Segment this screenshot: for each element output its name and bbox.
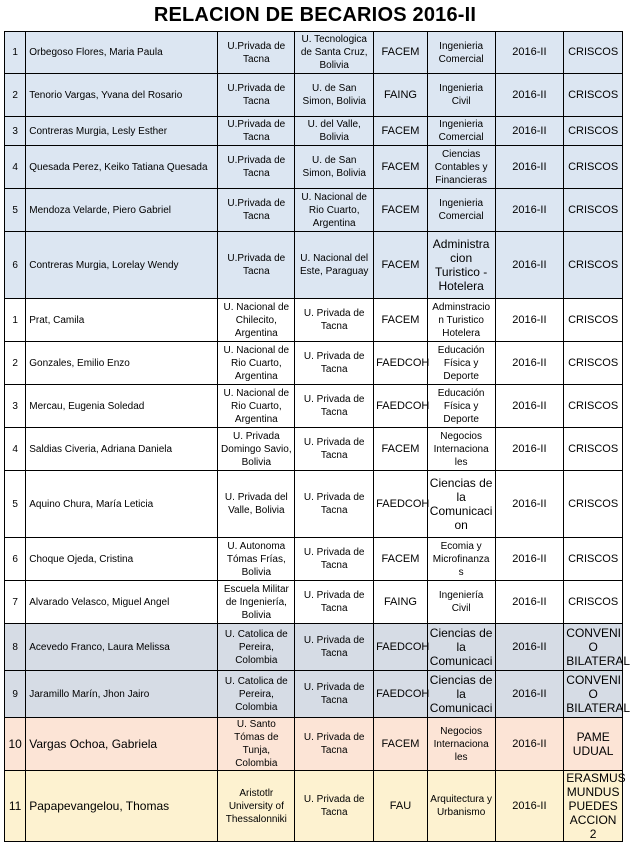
- row-number-cell: 3: [5, 385, 26, 428]
- program-cell: CRISCOS: [564, 538, 623, 581]
- origin-university-cell: U. Nacional de Chilecito, Argentina: [218, 299, 295, 342]
- destination-university-cell: U. del Valle, Bolivia: [295, 117, 374, 146]
- origin-university-cell: U. Privada Domingo Savio, Bolivia: [218, 428, 295, 471]
- career-cell: Ingenieria Comercial: [427, 32, 495, 74]
- table-row: [5, 671, 623, 718]
- program-cell: CRISCOS: [564, 189, 623, 232]
- row-number-cell: 4: [5, 146, 26, 189]
- scholar-name-cell: Acevedo Franco, Laura Melissa: [26, 624, 218, 671]
- destination-university-cell: U. Privada de Tacna: [295, 538, 374, 581]
- origin-university-cell: U.Privada de Tacna: [218, 32, 295, 74]
- scholar-name-cell: Aquino Chura, María Leticia: [26, 471, 218, 538]
- origin-university-cell: U.Privada de Tacna: [218, 146, 295, 189]
- period-cell: 2016-II: [495, 624, 564, 671]
- origin-university-cell: U. Santo Tómas de Tunja, Colombia: [218, 718, 295, 771]
- career-cell: Ingenieria Comercial: [427, 189, 495, 232]
- destination-university-cell: U. Privada de Tacna: [295, 342, 374, 385]
- scholar-name-cell: Saldias Civeria, Adriana Daniela: [26, 428, 218, 471]
- program-cell: CRISCOS: [564, 117, 623, 146]
- page-title: RELACION DE BECARIOS 2016-II: [153, 4, 477, 26]
- table-row: [5, 771, 623, 842]
- period-cell: 2016-II: [495, 342, 564, 385]
- faculty-cell: FAEDCOH: [374, 471, 428, 538]
- scholar-name-cell: Mendoza Velarde, Piero Gabriel: [26, 189, 218, 232]
- scholar-name-cell: Alvarado Velasco, Miguel Angel: [26, 581, 218, 624]
- period-cell: 2016-II: [495, 232, 564, 299]
- faculty-cell: FACEM: [374, 538, 428, 581]
- period-cell: 2016-II: [495, 671, 564, 718]
- destination-university-cell: U. Privada de Tacna: [295, 471, 374, 538]
- scholar-name-cell: Papapevangelou, Thomas: [26, 771, 218, 842]
- row-number-cell: 5: [5, 189, 26, 232]
- row-number-cell: 5: [5, 471, 26, 538]
- period-cell: 2016-II: [495, 581, 564, 624]
- program-cell: CRISCOS: [564, 32, 623, 74]
- program-cell: CRISCOS: [564, 581, 623, 624]
- career-cell: Educación Física y Deporte: [427, 342, 495, 385]
- faculty-cell: FACEM: [374, 117, 428, 146]
- period-cell: 2016-II: [495, 74, 564, 117]
- row-number-cell: 2: [5, 74, 26, 117]
- period-cell: 2016-II: [495, 771, 564, 842]
- table-row: [5, 32, 623, 74]
- scholar-name-cell: Orbegoso Flores, Maria Paula: [26, 32, 218, 74]
- scholar-name-cell: Tenorio Vargas, Yvana del Rosario: [26, 74, 218, 117]
- career-cell: Ecomia y Microfinanza s: [427, 538, 495, 581]
- destination-university-cell: U. Privada de Tacna: [295, 771, 374, 842]
- scholar-name-cell: Contreras Murgia, Lorelay Wendy: [26, 232, 218, 299]
- origin-university-cell: U. Nacional de Rio Cuarto, Argentina: [218, 385, 295, 428]
- faculty-cell: FAEDCOH: [374, 342, 428, 385]
- faculty-cell: FACEM: [374, 32, 428, 74]
- row-number-cell: 8: [5, 624, 26, 671]
- scholar-name-cell: Choque Ojeda, Cristina: [26, 538, 218, 581]
- period-cell: 2016-II: [495, 718, 564, 771]
- table-row: [5, 538, 623, 581]
- faculty-cell: FACEM: [374, 428, 428, 471]
- program-cell: CRISCOS: [564, 299, 623, 342]
- period-cell: 2016-II: [495, 538, 564, 581]
- table-row: [5, 471, 623, 538]
- program-cell: CONVENI O BILATERAL: [564, 671, 623, 718]
- origin-university-cell: U.Privada de Tacna: [218, 232, 295, 299]
- career-cell: Negocios Internaciona les: [427, 718, 495, 771]
- faculty-cell: FACEM: [374, 718, 428, 771]
- destination-university-cell: U. Nacional de Rio Cuarto, Argentina: [295, 189, 374, 232]
- program-cell: CONVENI O BILATERAL: [564, 624, 623, 671]
- table-row: [5, 342, 623, 385]
- career-cell: Arquitectura y Urbanismo: [427, 771, 495, 842]
- destination-university-cell: U. Privada de Tacna: [295, 624, 374, 671]
- table-row: [5, 299, 623, 342]
- career-cell: Ciencias Contables y Financieras: [427, 146, 495, 189]
- origin-university-cell: U.Privada de Tacna: [218, 74, 295, 117]
- table-row: [5, 74, 623, 117]
- table-row: [5, 117, 623, 146]
- scholar-name-cell: Vargas Ochoa, Gabriela: [26, 718, 218, 771]
- row-number-cell: 6: [5, 538, 26, 581]
- scholarship-table: [4, 31, 630, 842]
- program-cell: CRISCOS: [564, 342, 623, 385]
- career-cell: Educación Física y Deporte: [427, 385, 495, 428]
- faculty-cell: FACEM: [374, 232, 428, 299]
- scholar-name-cell: Jaramillo Marín, Jhon Jairo: [26, 671, 218, 718]
- destination-university-cell: U. Nacional del Este, Paraguay: [295, 232, 374, 299]
- period-cell: 2016-II: [495, 471, 564, 538]
- row-number-cell: 7: [5, 581, 26, 624]
- row-number-cell: 1: [5, 299, 26, 342]
- faculty-cell: FAING: [374, 74, 428, 117]
- table-row: [5, 189, 623, 232]
- period-cell: 2016-II: [495, 299, 564, 342]
- table-row: [5, 581, 623, 624]
- period-cell: 2016-II: [495, 117, 564, 146]
- faculty-cell: FACEM: [374, 189, 428, 232]
- faculty-cell: FAU: [374, 771, 428, 842]
- period-cell: 2016-II: [495, 32, 564, 74]
- origin-university-cell: Aristotlr University of Thessalonniki: [218, 771, 295, 842]
- destination-university-cell: U. Privada de Tacna: [295, 718, 374, 771]
- origin-university-cell: U. Catolica de Pereira, Colombia: [218, 624, 295, 671]
- row-number-cell: 10: [5, 718, 26, 771]
- origin-university-cell: U.Privada de Tacna: [218, 117, 295, 146]
- destination-university-cell: U. Privada de Tacna: [295, 299, 374, 342]
- origin-university-cell: U.Privada de Tacna: [218, 189, 295, 232]
- scholar-name-cell: Quesada Perez, Keiko Tatiana Quesada: [26, 146, 218, 189]
- row-number-cell: 3: [5, 117, 26, 146]
- faculty-cell: FAEDCOH: [374, 385, 428, 428]
- row-number-cell: 11: [5, 771, 26, 842]
- destination-university-cell: U. Privada de Tacna: [295, 385, 374, 428]
- period-cell: 2016-II: [495, 189, 564, 232]
- career-cell: Ingenieria Civil: [427, 74, 495, 117]
- faculty-cell: FAEDCOH: [374, 624, 428, 671]
- destination-university-cell: U. Privada de Tacna: [295, 428, 374, 471]
- program-cell: ERASMUS MUNDUS PUEDES ACCION 2: [564, 771, 623, 842]
- row-number-cell: 4: [5, 428, 26, 471]
- origin-university-cell: U. Nacional de Rio Cuarto, Argentina: [218, 342, 295, 385]
- career-cell: Administra cion Turistico - Hotelera: [427, 232, 495, 299]
- scholar-name-cell: Mercau, Eugenia Soledad: [26, 385, 218, 428]
- career-cell: Ciencias de la Comunicaci: [427, 624, 495, 671]
- period-cell: 2016-II: [495, 146, 564, 189]
- destination-university-cell: U. Privada de Tacna: [295, 581, 374, 624]
- destination-university-cell: U. Privada de Tacna: [295, 671, 374, 718]
- career-cell: Ciencias de la Comunicaci on: [427, 471, 495, 538]
- row-number-cell: 6: [5, 232, 26, 299]
- table-row: [5, 624, 623, 671]
- origin-university-cell: U. Privada del Valle, Bolivia: [218, 471, 295, 538]
- table-row: [5, 232, 623, 299]
- program-cell: CRISCOS: [564, 232, 623, 299]
- table-row: [5, 146, 623, 189]
- destination-university-cell: U. de San Simon, Bolivia: [295, 146, 374, 189]
- career-cell: Ingeniería Civil: [427, 581, 495, 624]
- career-cell: Adminstracio n Turistico Hotelera: [427, 299, 495, 342]
- program-cell: CRISCOS: [564, 74, 623, 117]
- destination-university-cell: U. de San Simon, Bolivia: [295, 74, 374, 117]
- origin-university-cell: U. Autonoma Tómas Frías, Bolivia: [218, 538, 295, 581]
- table-row: [5, 718, 623, 771]
- origin-university-cell: Escuela Militar de Ingeniería, Bolivia: [218, 581, 295, 624]
- row-number-cell: 1: [5, 32, 26, 74]
- row-number-cell: 2: [5, 342, 26, 385]
- row-number-cell: 9: [5, 671, 26, 718]
- scholar-name-cell: Gonzales, Emilio Enzo: [26, 342, 218, 385]
- period-cell: 2016-II: [495, 428, 564, 471]
- scholar-name-cell: Prat, Camila: [26, 299, 218, 342]
- program-cell: PAME UDUAL: [564, 718, 623, 771]
- program-cell: CRISCOS: [564, 146, 623, 189]
- period-cell: 2016-II: [495, 385, 564, 428]
- career-cell: Ciencias de la Comunicaci: [427, 671, 495, 718]
- table-row: [5, 428, 623, 471]
- faculty-cell: FAING: [374, 581, 428, 624]
- faculty-cell: FACEM: [374, 299, 428, 342]
- origin-university-cell: U. Catolica de Pereira, Colombia: [218, 671, 295, 718]
- program-cell: CRISCOS: [564, 385, 623, 428]
- destination-university-cell: U. Tecnologica de Santa Cruz, Bolivia: [295, 32, 374, 74]
- faculty-cell: FACEM: [374, 146, 428, 189]
- table-row: [5, 385, 623, 428]
- faculty-cell: FAEDCOH: [374, 671, 428, 718]
- career-cell: Negocios Internaciona les: [427, 428, 495, 471]
- program-cell: CRISCOS: [564, 428, 623, 471]
- program-cell: CRISCOS: [564, 471, 623, 538]
- career-cell: Ingenieria Comercial: [427, 117, 495, 146]
- scholar-name-cell: Contreras Murgia, Lesly Esther: [26, 117, 218, 146]
